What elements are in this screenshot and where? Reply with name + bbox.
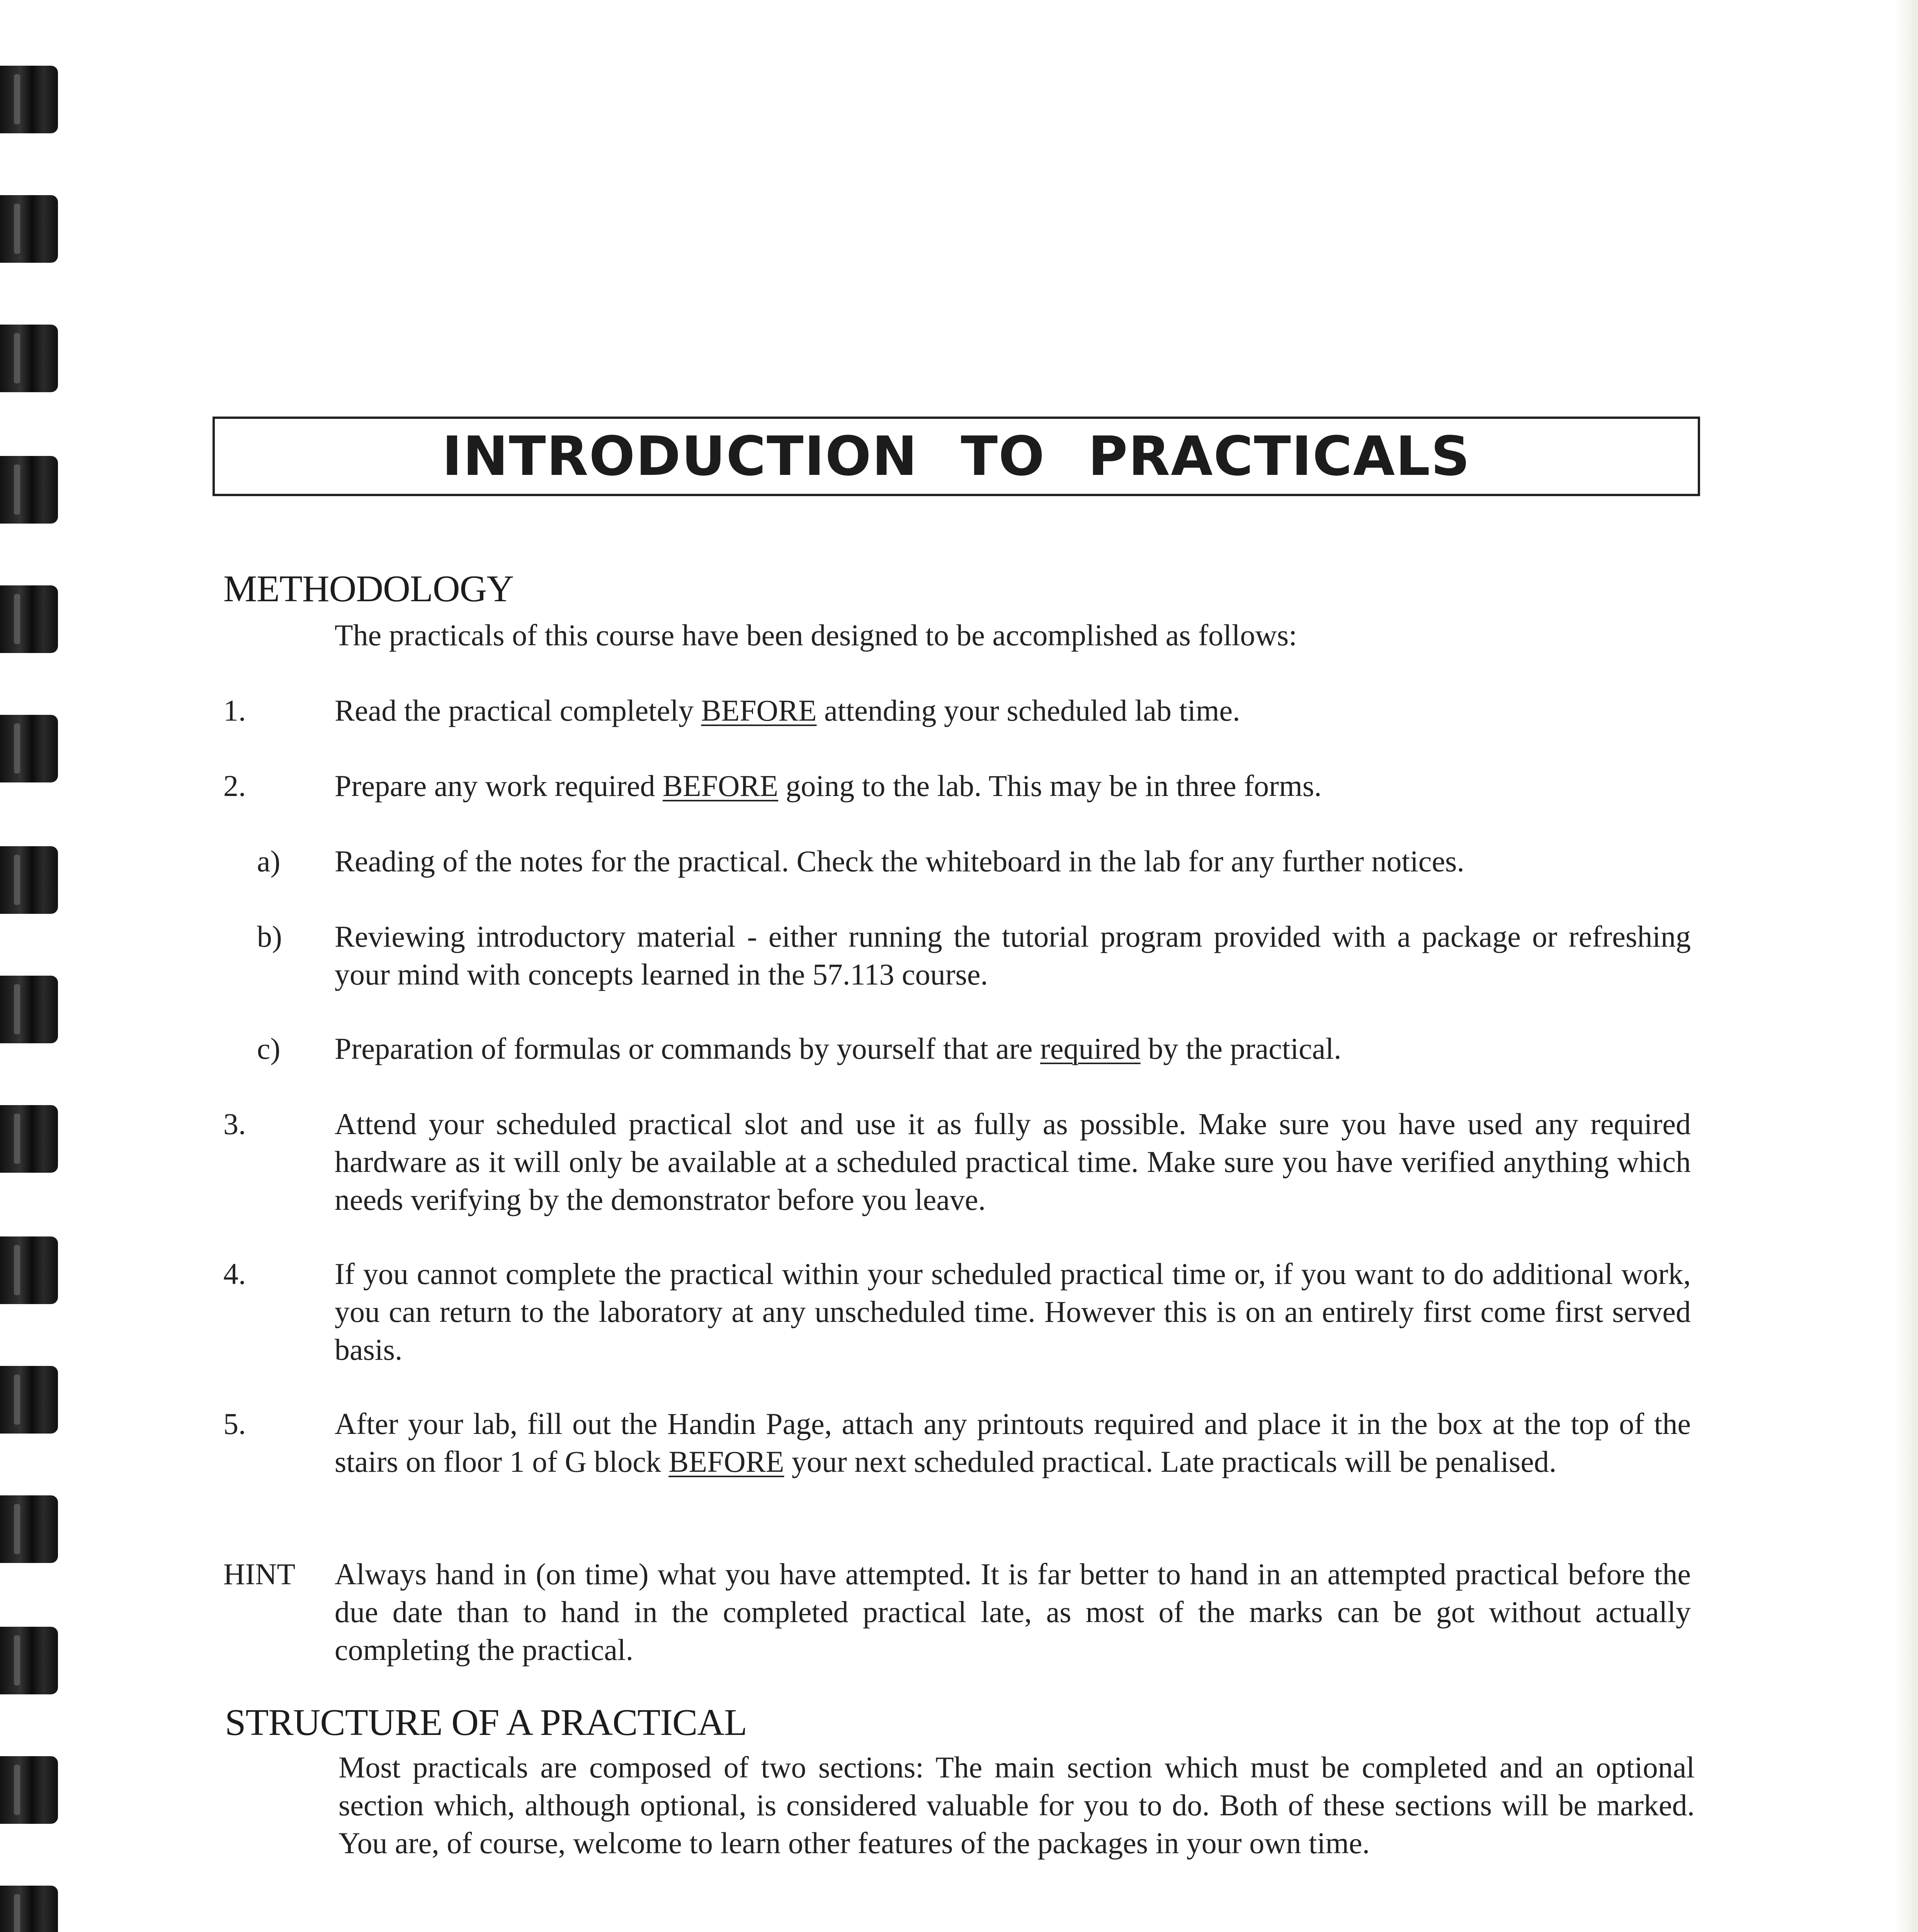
binding-coil [0, 1886, 58, 1932]
methodology-heading: METHODOLOGY [223, 568, 514, 610]
page-edge-shadow [1895, 0, 1918, 1932]
binding-coil [0, 1627, 58, 1694]
binding-coil [0, 715, 58, 782]
item-number: 1. [223, 694, 246, 727]
binding-coil [0, 1756, 58, 1824]
binding-coil [0, 1105, 58, 1173]
methodology-intro: The practicals of this course have been designed to be accomplished as follows: [335, 618, 1297, 652]
binding-coil [0, 325, 58, 392]
binding-coil [0, 195, 58, 263]
item-number: 3. [223, 1107, 246, 1141]
binding-coil [0, 1495, 58, 1563]
page-title: INTRODUCTION TO PRACTICALS [442, 425, 1471, 488]
hint-text: Always hand in (on time) what you have attempted. It is far better to hand in an attempted practical before the due date than to hand in the completed practical late, as most of the marks can be got without actually completing the practical. [335, 1557, 1691, 1667]
structure-text: Most practicals are composed of two sections: The main section which must be completed and an optional section which, although optional, is considered valuable for you to do. Both of these sections will be marked. You are, of course, welcome to learn other features of the packages in your own time. [338, 1750, 1695, 1860]
sub-item-a: Reading of the notes for the practical. Check the whiteboard in the lab for any further notices. [335, 844, 1464, 878]
item-number: 4. [223, 1257, 246, 1291]
binding-coil [0, 456, 58, 524]
methodology-item-3: Attend your scheduled practical slot and use it as fully as possible. Make sure you have used any required hardware as it will only be available at a scheduled practical time. Make sure you have verified anything which needs verifying by the demonstrator before you leave. [335, 1107, 1691, 1216]
binding-coil [0, 585, 58, 653]
item-number: 5. [223, 1407, 246, 1440]
title-box [213, 417, 1700, 496]
structure-heading: STRUCTURE OF A PRACTICAL [225, 1702, 747, 1743]
sub-item-letter: b) [257, 920, 282, 953]
binding-coil [0, 66, 58, 133]
binding-coil [0, 1236, 58, 1304]
sub-item-letter: a) [257, 844, 281, 878]
methodology-item-4: If you cannot complete the practical within your scheduled practical time or, if you want to do additional work, you can return to the laboratory at any unscheduled time. However this is on an entirely first come first served basis. [335, 1257, 1691, 1366]
binding-coil [0, 976, 58, 1043]
sub-item-letter: c) [257, 1032, 281, 1065]
methodology-item-5: After your lab, fill out the Handin Page, attach any printouts required and place it in the box at the top of the stairs on floor 1 of G block BEFORE your next scheduled practical. Late practicals will be penalised. [335, 1407, 1691, 1478]
sub-item-c: Preparation of formulas or commands by yourself that are required by the practical. [335, 1032, 1342, 1065]
methodology-item-1: Read the practical completely BEFORE attending your scheduled lab time. [335, 694, 1240, 727]
methodology-item-2: Prepare any work required BEFORE going to the lab. This may be in three forms. [335, 769, 1322, 803]
binding-coil [0, 846, 58, 914]
binding-coil [0, 1366, 58, 1434]
item-number: 2. [223, 769, 246, 803]
sub-item-b: Reviewing introductory material - either running the tutorial program provided with a package or refreshing your mind with concepts learned in the 57.113 course. [335, 920, 1691, 991]
hint-label: HINT [223, 1557, 296, 1591]
spiral-binding [0, 0, 70, 1932]
